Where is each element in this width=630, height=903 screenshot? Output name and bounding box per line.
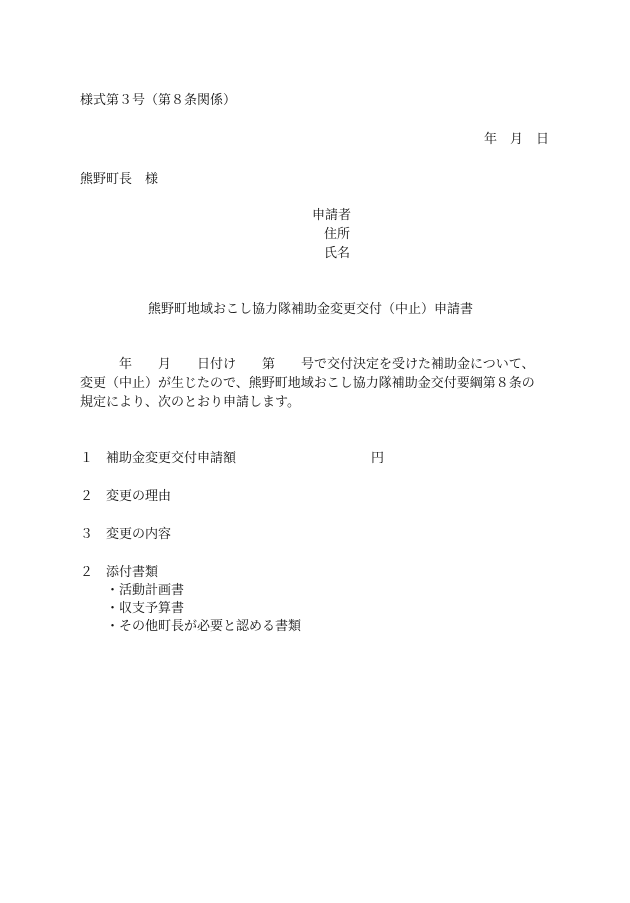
date-line: 年 月 日 bbox=[484, 132, 550, 147]
addressee: 熊野町長 様 bbox=[80, 172, 159, 187]
body-line-3: 規定により、次のとおり申請します。 bbox=[80, 395, 300, 410]
attachment-item: ・収支予算書 bbox=[106, 601, 185, 616]
body-line-1: 年 月 日付け 第 号で交付決定を受けた補助金について、 bbox=[80, 357, 535, 372]
item-4-label: 添付書類 bbox=[106, 565, 159, 580]
item-1-unit: 円 bbox=[371, 451, 385, 466]
body-paragraph bbox=[80, 357, 552, 414]
item-2-number: ２ bbox=[80, 489, 94, 504]
name-label: 氏名 bbox=[324, 246, 351, 261]
item-1-number: １ bbox=[80, 451, 94, 466]
item-4-number: ２ bbox=[80, 565, 94, 580]
document-title: 熊野町地域おこし協力隊補助金変更交付（中止）申請書 bbox=[148, 302, 474, 317]
attachment-item: ・その他町長が必要と認める書類 bbox=[106, 619, 302, 634]
item-1-label: 補助金変更交付申請額 bbox=[106, 451, 237, 466]
item-2-label: 変更の理由 bbox=[106, 489, 172, 504]
address-label: 住所 bbox=[324, 227, 351, 242]
item-3-number: ３ bbox=[80, 527, 94, 542]
attachment-item: ・活動計画書 bbox=[106, 583, 185, 598]
item-3-label: 変更の内容 bbox=[106, 527, 172, 542]
applicant-label: 申請者 bbox=[312, 208, 352, 223]
form-number: 様式第３号（第８条関係） bbox=[80, 93, 237, 108]
body-line-2: 変更（中止）が生じたので、熊野町地域おこし協力隊補助金交付要綱第８条の bbox=[80, 376, 535, 391]
